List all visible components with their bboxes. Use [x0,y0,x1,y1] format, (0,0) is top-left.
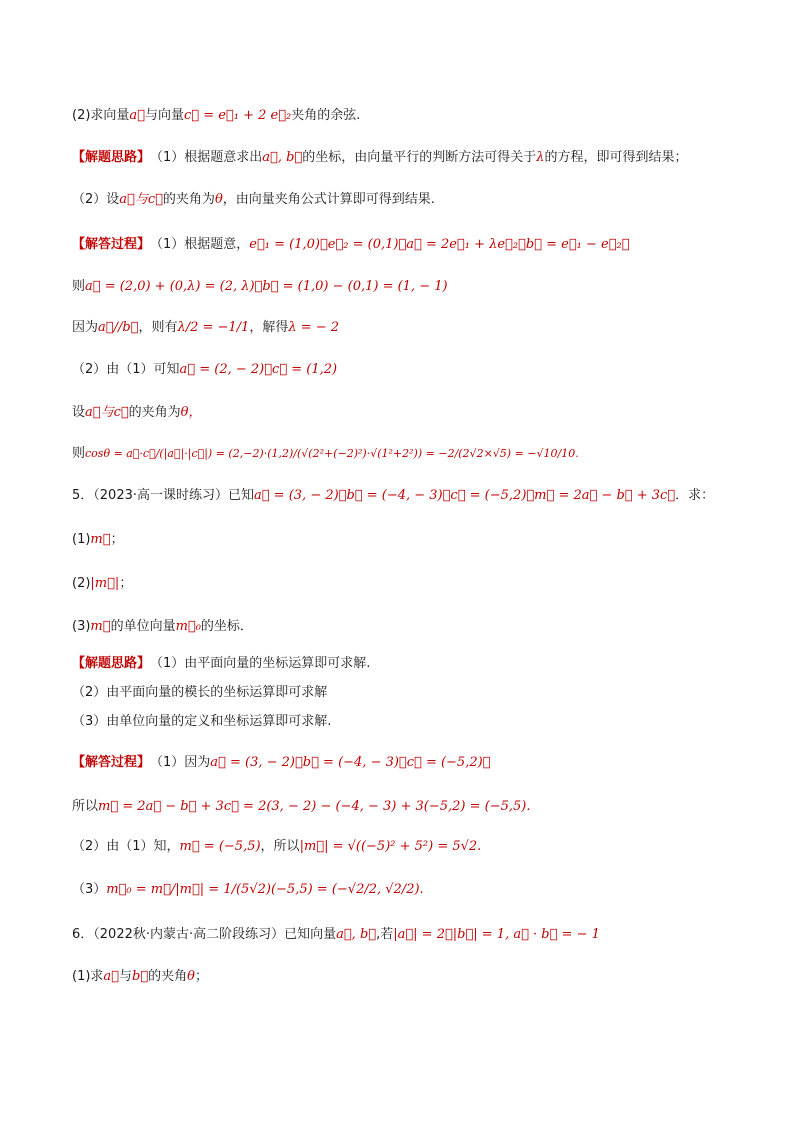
question-5: 5．（2023·高一课时练习）已知 a⃗ = (3, − 2)，b⃗ = (−4, − 3)，c⃗ = (−5,2)，m⃗ = 2a⃗ − b⃗ + 3c⃗ ．求： [72,488,715,503]
solution-step-6-cos-formula: 则 cosθ = a⃗·c⃗/(|a⃗|·|c⃗|) = (2,−2)·(1,2)/(√(2²+(−2)²)·√(1²+2²)) = −2/(2√2×√5) = −√10/10. [72,446,579,461]
solution-step-3: 因为 a⃗//b⃗ ，则有 λ/2 = −1/1 ，解得 λ = − 2 [72,320,340,335]
question-5-part-2: (2) |m⃗| ； [72,576,133,591]
solution-idea-2: （2）设 a⃗与c⃗ 的夹角为 θ ，由向量夹角公式计算即可得到结果. [72,192,435,207]
solution-idea-5-2: （2）由平面向量的模长的坐标运算即可求解 [72,685,328,700]
question-4-part-2: (2)求向量 a⃗ 与向量 c⃗ = e⃗₁ + 2 e⃗₂ 夹角的余弦. [72,108,361,123]
question-5-part-1: (1) m⃗ ； [72,532,124,547]
question-6-part-1: (1)求 a⃗ 与 b⃗ 的夹角 θ ； [72,969,208,984]
solution-step-5: 设 a⃗与c⃗ 的夹角为 θ， [72,405,202,420]
solution-step-2: 则 a⃗ = (2,0) + (0,λ) = (2, λ)，b⃗ = (1,0) − (0,1) = (1, − 1) [72,279,448,294]
solution-5-step-2: 所以 m⃗ = 2a⃗ − b⃗ + 3c⃗ = 2(3, − 2) − (−4, − 3) + 3(−5,2) = (−5,5). [72,799,531,814]
solution-step-1: 【解答过程】 （1）根据题意， e⃗₁ = (1,0)，e⃗₂ = (0,1)，a⃗ = 2e⃗₁ + λe⃗₂，b⃗ = e⃗₁ − e⃗₂， [72,237,630,252]
solution-5-step-4: （3） m⃗₀ = m⃗/|m⃗| = 1/(5√2)(−5,5) = (−√2/2, √2/2). [72,882,424,897]
solution-idea-5-3: （3）由单位向量的定义和坐标运算即可求解. [72,714,332,729]
question-5-part-3: (3) m⃗ 的单位向量 m⃗₀ 的坐标． [72,619,253,634]
solution-idea-5-1: 【解题思路】 （1）由平面向量的坐标运算即可求解. [72,656,371,671]
solution-step-4: （2）由（1）可知 a⃗ = (2, − 2)，c⃗ = (1,2) [72,362,338,377]
solution-idea-1: 【解题思路】 （1）根据题意求出 a⃗, b⃗ 的坐标，由向量平行的判断方法可得关于 λ 的方程，即可得到结果； [72,150,688,165]
solution-5-step-1: 【解答过程】 （1）因为 a⃗ = (3, − 2)，b⃗ = (−4, − 3)，c⃗ = (−5,2)， [72,755,491,770]
solution-5-step-3: （2）由（1）知， m⃗ = (−5,5) ，所以 |m⃗| = √((−5)² + 5²) = 5√2. [72,839,482,854]
question-6: 6．（2022秋·内蒙古·高二阶段练习）已知向量 a⃗, b⃗ ,若 |a⃗| = 2，|b⃗| = 1, a⃗ · b⃗ = − 1 [72,927,600,942]
